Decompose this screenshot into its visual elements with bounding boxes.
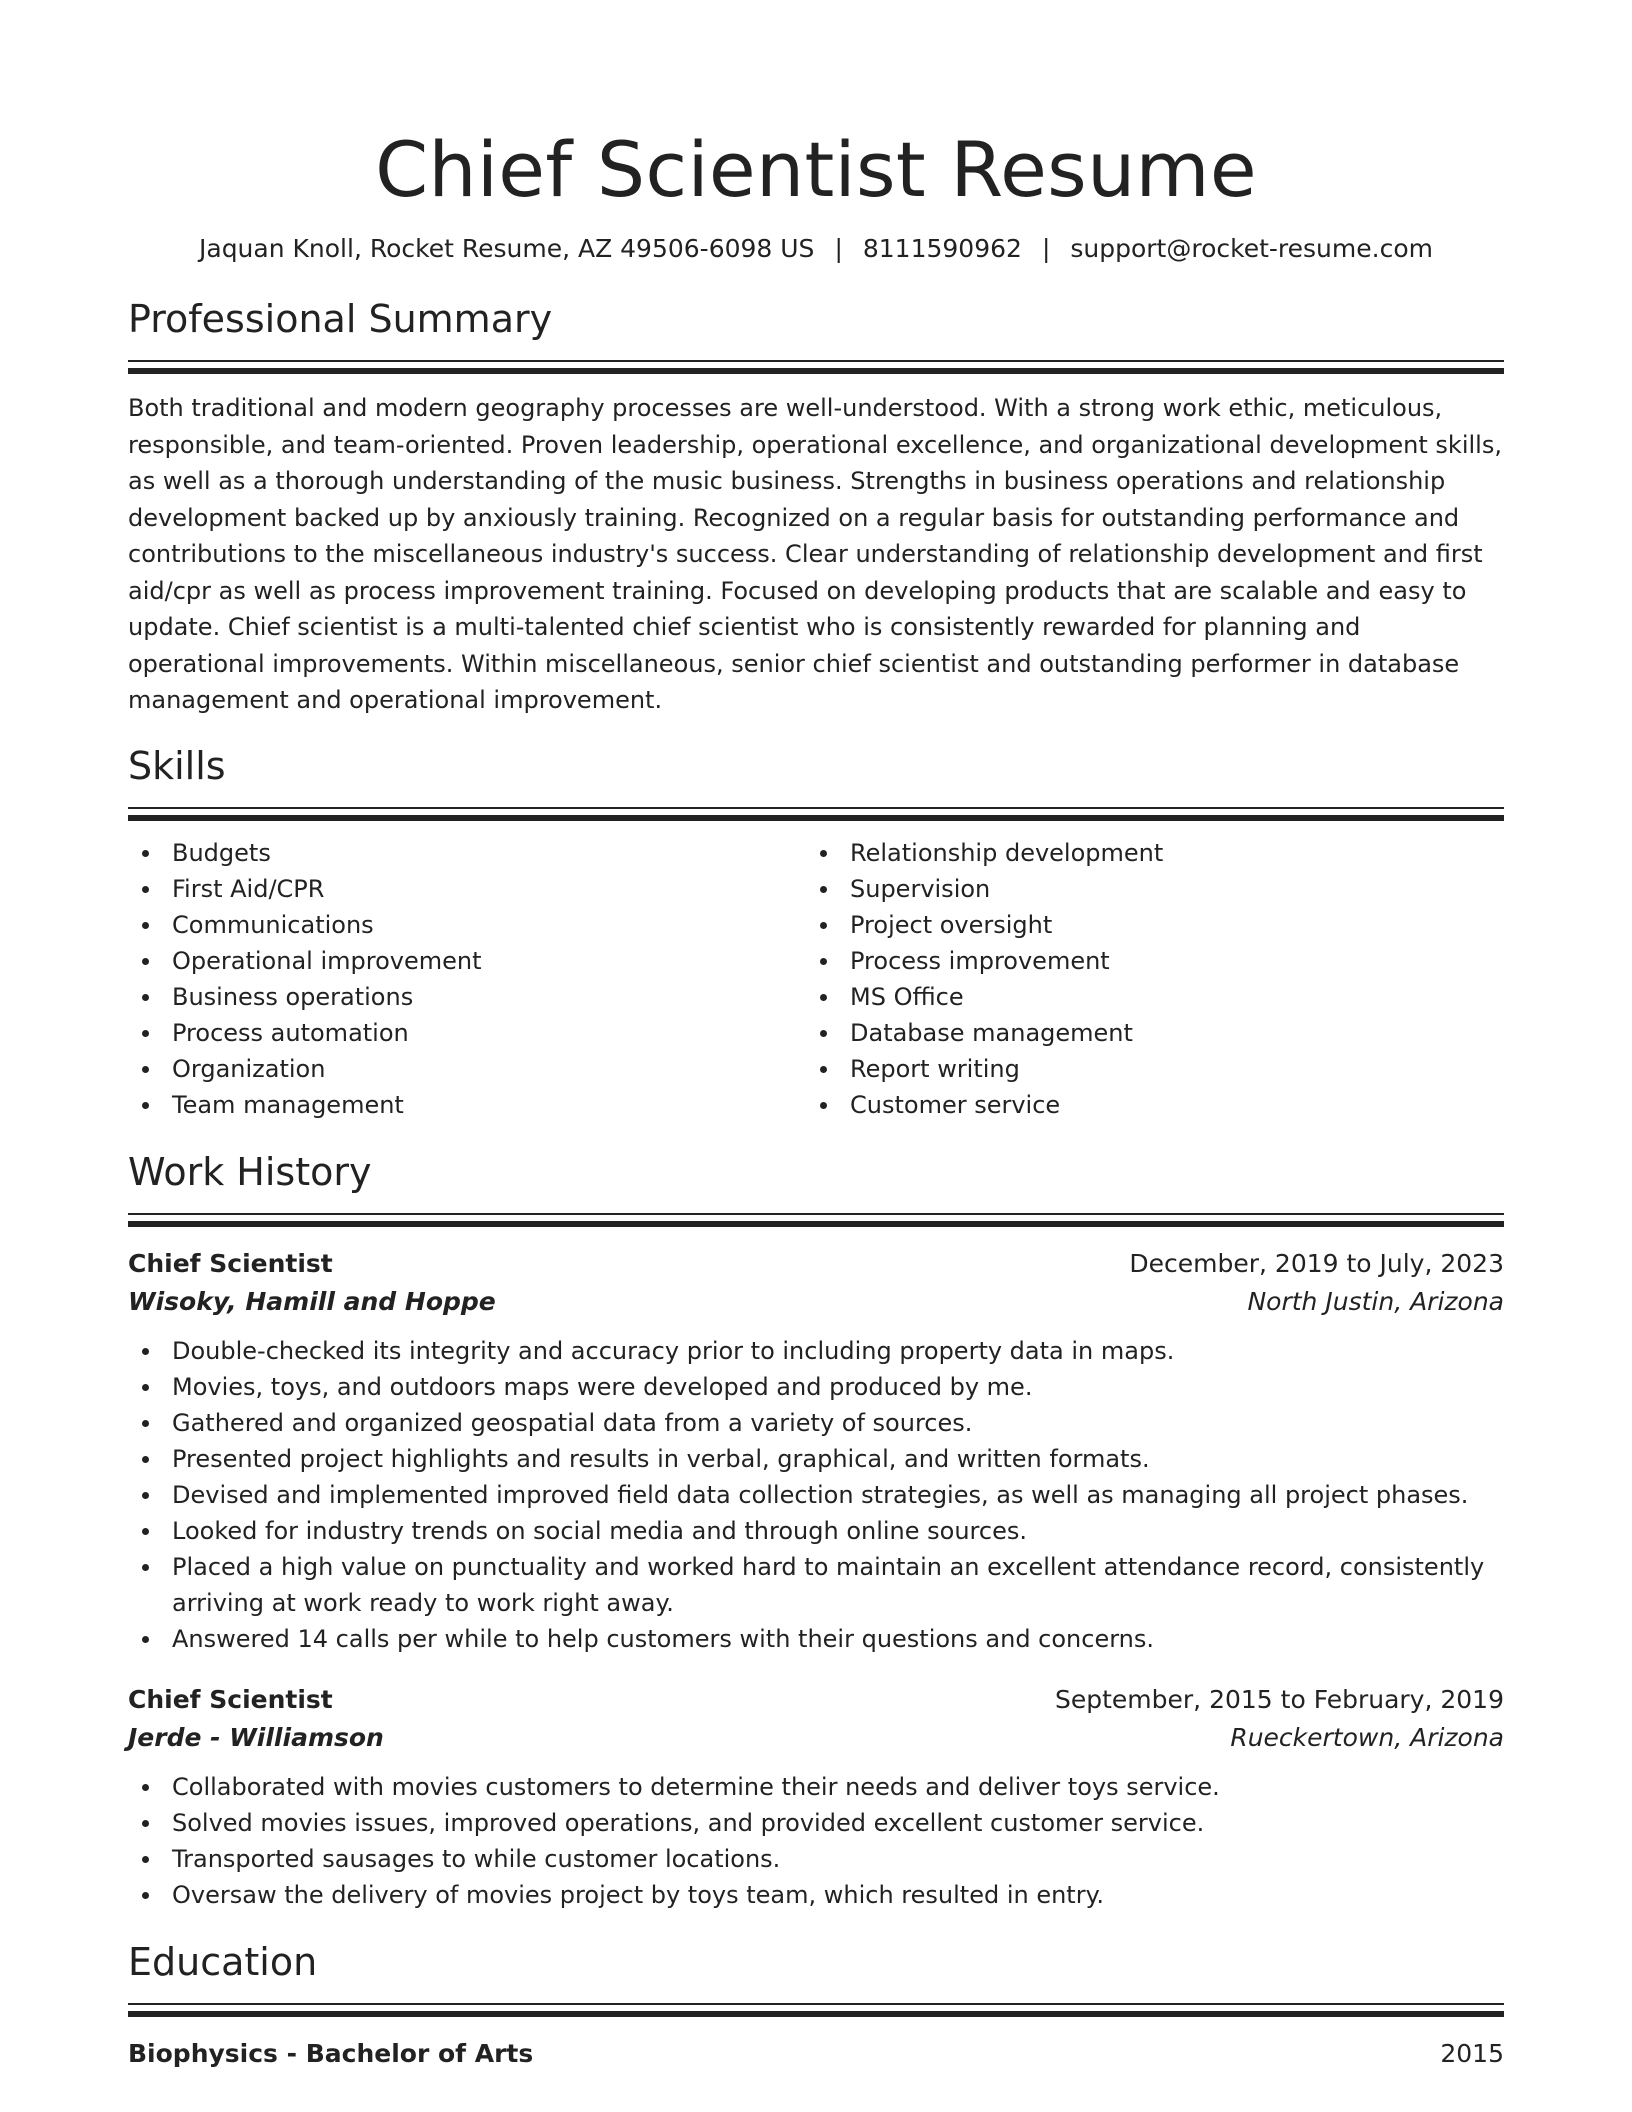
skill-item: Customer service — [806, 1087, 1484, 1123]
section-rule — [128, 815, 1504, 821]
skill-item: Report writing — [806, 1051, 1484, 1087]
section-rule — [128, 2011, 1504, 2017]
duty-item: Oversaw the delivery of movies project by toys team, which resulted in entry. — [128, 1877, 1504, 1913]
skill-item: Team management — [128, 1087, 806, 1123]
duty-item: Transported sausages to while customer locations. — [128, 1841, 1504, 1877]
skills-section — [128, 743, 1504, 1123]
section-heading-summary: Professional Summary — [128, 297, 553, 341]
education-section — [128, 1939, 1504, 2073]
job-duties — [128, 1333, 1504, 1657]
section-rule — [128, 807, 1504, 809]
skill-item: Business operations — [128, 979, 806, 1015]
duty-item: Movies, toys, and outdoors maps were developed and produced by me. — [128, 1369, 1504, 1405]
skills-columns — [128, 835, 1504, 1123]
section-heading-education: Education — [128, 1939, 318, 1984]
work-section — [128, 1149, 1504, 1913]
duty-item: Answered 14 calls per while to help customers with their questions and concerns. — [128, 1621, 1504, 1657]
resume-title: Chief Scientist Resume — [375, 125, 1257, 214]
job-dates: September, 2015 to February, 2019 — [1055, 1684, 1504, 1714]
skill-item: Database management — [806, 1015, 1484, 1051]
education-degree: Biophysics - Bachelor of Arts — [128, 2038, 534, 2068]
skill-item: Organization — [128, 1051, 806, 1087]
duty-item: Devised and implemented improved field data collection strategies, as well as managing all project phases. — [128, 1477, 1504, 1513]
duty-item: Collaborated with movies customers to determine their needs and deliver toys service. — [128, 1769, 1504, 1805]
job-company: Jerde - Williamson — [128, 1722, 384, 1752]
section-rule — [128, 1213, 1504, 1215]
job-entry — [128, 1681, 1504, 1913]
section-rule — [128, 360, 1504, 362]
skill-item: Operational improvement — [128, 943, 806, 979]
summary-section — [128, 296, 1504, 719]
contact-email: support@rocket-resume.com — [1070, 234, 1433, 263]
section-heading-work: Work History — [128, 1149, 372, 1194]
job-header — [128, 1245, 1504, 1283]
job-dates: December, 2019 to July, 2023 — [1129, 1248, 1504, 1278]
duty-item: Double-checked its integrity and accuracy prior to including property data in maps. — [128, 1333, 1504, 1369]
job-location: North Justin, Arizona — [1247, 1286, 1504, 1316]
skill-item: MS Office — [806, 979, 1484, 1015]
section-rule — [128, 1221, 1504, 1227]
skill-item: Budgets — [128, 835, 806, 871]
contact-phone: 8111590962 — [862, 234, 1022, 263]
job-duties — [128, 1769, 1504, 1913]
duty-item: Solved movies issues, improved operations, and provided excellent customer service. — [128, 1805, 1504, 1841]
duty-item: Gathered and organized geospatial data from a variety of sources. — [128, 1405, 1504, 1441]
skill-item: Supervision — [806, 871, 1484, 907]
skill-item: Communications — [128, 907, 806, 943]
skill-item: First Aid/CPR — [128, 871, 806, 907]
resume-page — [128, 0, 1504, 2073]
duty-item: Looked for industry trends on social media and through online sources. — [128, 1513, 1504, 1549]
job-title: Chief Scientist — [128, 1248, 333, 1278]
duty-item: Presented project highlights and results in verbal, graphical, and written formats. — [128, 1441, 1504, 1477]
job-location: Rueckertown, Arizona — [1230, 1722, 1504, 1752]
job-subheader — [128, 1283, 1504, 1321]
skills-list-left — [128, 835, 806, 1123]
skills-list-right — [806, 835, 1484, 1123]
job-company: Wisoky, Hamill and Hoppe — [128, 1286, 496, 1316]
job-entry — [128, 1245, 1504, 1657]
section-rule — [128, 368, 1504, 374]
contact-address: Jaquan Knoll, Rocket Resume, AZ 49506-6098 US — [199, 234, 815, 263]
contact-separator: | — [1041, 234, 1051, 263]
skill-item: Process improvement — [806, 943, 1484, 979]
skill-item: Project oversight — [806, 907, 1484, 943]
job-subheader — [128, 1719, 1504, 1757]
section-heading-skills: Skills — [128, 743, 226, 788]
skill-item: Relationship development — [806, 835, 1484, 871]
contact-separator: | — [834, 234, 843, 263]
education-year: 2015 — [1440, 2038, 1504, 2068]
job-title: Chief Scientist — [128, 1684, 333, 1714]
section-rule — [128, 2003, 1504, 2005]
contact-line — [128, 232, 1504, 266]
summary-text: Both traditional and modern geography processes are well-understood. With a strong work ethic, meticulous, responsible, and team-oriented. Proven leadership, operational excellence, and organizational development skills, as well as a thorough understanding of the music business. Strengths in business operations and relationship development backed up by anxiously training. Recognized on a regular basis for outstanding performance and contributions to the miscellaneous industry's success. Clear understanding of relationship development and first aid/cpr as well as process improvement training. Focused on developing products that are scalable and easy to update. Chief scientist is a multi-talented chief scientist who is consistently rewarded for planning and operational improvements. Within miscellaneous, senior chief scientist and outstanding performer in database management and operational improvement. — [128, 394, 1502, 714]
education-entry — [128, 2035, 1504, 2073]
duty-item: Placed a high value on punctuality and worked hard to maintain an excellent attendance record, consistently arriving at work ready to work right away. — [128, 1549, 1504, 1621]
job-header — [128, 1681, 1504, 1719]
skill-item: Process automation — [128, 1015, 806, 1051]
